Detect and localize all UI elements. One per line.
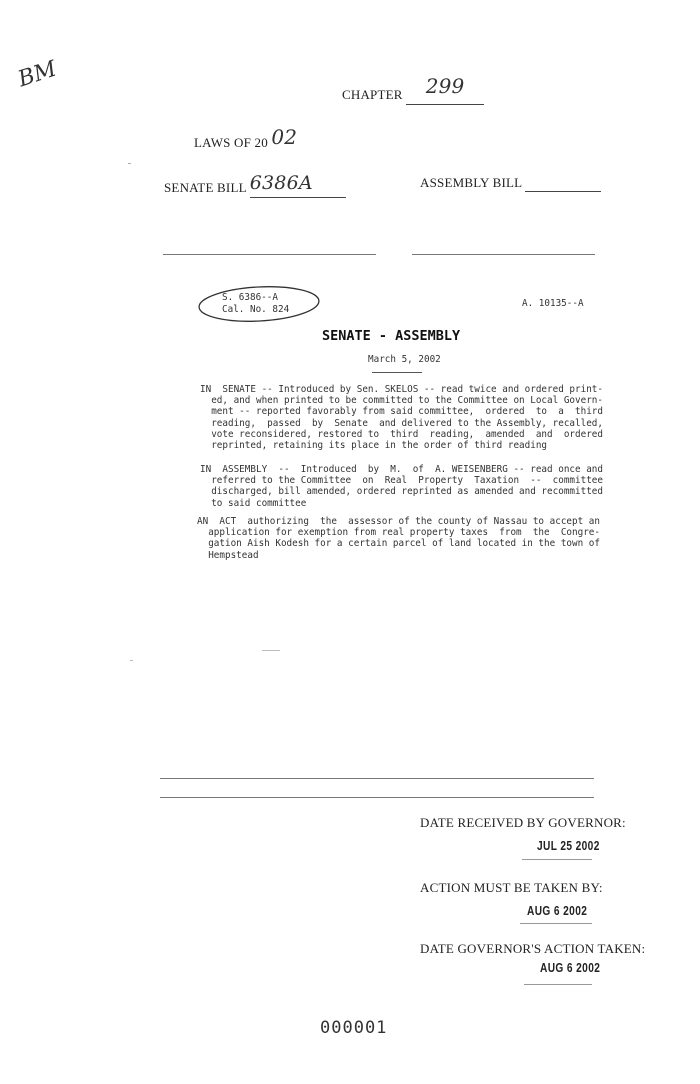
scan-speck (130, 660, 133, 661)
senate-bill-number: 6386A (249, 172, 313, 194)
chapter-label: CHAPTER (342, 87, 403, 102)
governor-action-stamp: AUG 6 2002 (540, 960, 601, 975)
date-received-label: DATE RECEIVED BY GOVERNOR: (420, 815, 626, 830)
page-number: 000001 (320, 1018, 388, 1038)
act-title (197, 516, 600, 561)
text-line: Hempstead (197, 549, 259, 561)
footer-rule (160, 778, 594, 779)
date-underline (372, 372, 422, 373)
chapter-field (406, 74, 484, 105)
senate-bill-line (164, 172, 346, 198)
text-line: gation Aish Kodesh for a certain parcel of land located in the town of (197, 538, 600, 550)
laws-of-year: 02 (271, 125, 298, 149)
senate-bill-field (249, 172, 346, 198)
date-received-rule (522, 859, 592, 860)
text-line: to said committee (200, 497, 307, 509)
text-line: referred to the Committee on Real Property Taxation -- committee (200, 475, 603, 487)
introduction-date: March 5, 2002 (368, 354, 441, 365)
assembly-bill-field (525, 175, 601, 192)
footer-rule (160, 797, 594, 798)
action-deadline-stamp: AUG 6 2002 (527, 903, 588, 918)
text-line: application for exemption from real property taxes from the Congre- (197, 527, 600, 539)
separator-rule (163, 254, 376, 255)
text-line: discharged, bill amended, ordered reprinted as amended and recommitted (200, 486, 603, 498)
chapter-number: 299 (425, 74, 465, 98)
senate-number: S. 6386--A (222, 292, 278, 303)
senate-history (200, 384, 603, 451)
text-line: reading, passed by Senate and delivered to the Assembly, recalled, (200, 417, 603, 429)
text-line: reprinted, retaining its place in the order of third reading (200, 440, 548, 452)
assembly-history (200, 464, 603, 509)
assembly-number: A. 10135--A (522, 298, 584, 309)
senate-bill-label: SENATE BILL (164, 180, 247, 195)
action-must-be-taken-label: ACTION MUST BE TAKEN BY: (420, 880, 603, 895)
separator-rule (412, 254, 595, 255)
governor-action-label: DATE GOVERNOR'S ACTION TAKEN: (420, 941, 646, 956)
senate-assembly-heading: SENATE - ASSEMBLY (322, 328, 461, 344)
action-deadline-rule (520, 923, 592, 924)
text-line: IN SENATE -- Introduced by Sen. SKELOS -- read twice and ordered print- (200, 384, 603, 395)
text-line: AN ACT authorizing the assessor of the county of Nassau to accept an (197, 516, 600, 527)
text-line: ed, and when printed to be committed to the Committee on Local Govern- (200, 395, 603, 407)
text-line: ment -- reported favorably from said committee, ordered to a third (200, 406, 603, 418)
scan-speck (128, 163, 131, 164)
assembly-bill-label: ASSEMBLY BILL (420, 175, 522, 190)
text-line: vote reconsidered, restored to third reading, amended and ordered (200, 428, 603, 440)
text-line: IN ASSEMBLY -- Introduced by M. of A. WEISENBERG -- read once and (200, 464, 603, 475)
calendar-number: Cal. No. 824 (222, 304, 290, 315)
laws-of-label: LAWS OF 20 (194, 135, 268, 150)
scan-speck (262, 650, 280, 651)
handwritten-initials: BM (15, 56, 60, 93)
laws-of-line (194, 125, 298, 152)
chapter-line (342, 74, 484, 105)
governor-action-rule (524, 984, 592, 985)
date-received-stamp: JUL 25 2002 (537, 838, 600, 853)
assembly-bill-line (420, 175, 601, 192)
